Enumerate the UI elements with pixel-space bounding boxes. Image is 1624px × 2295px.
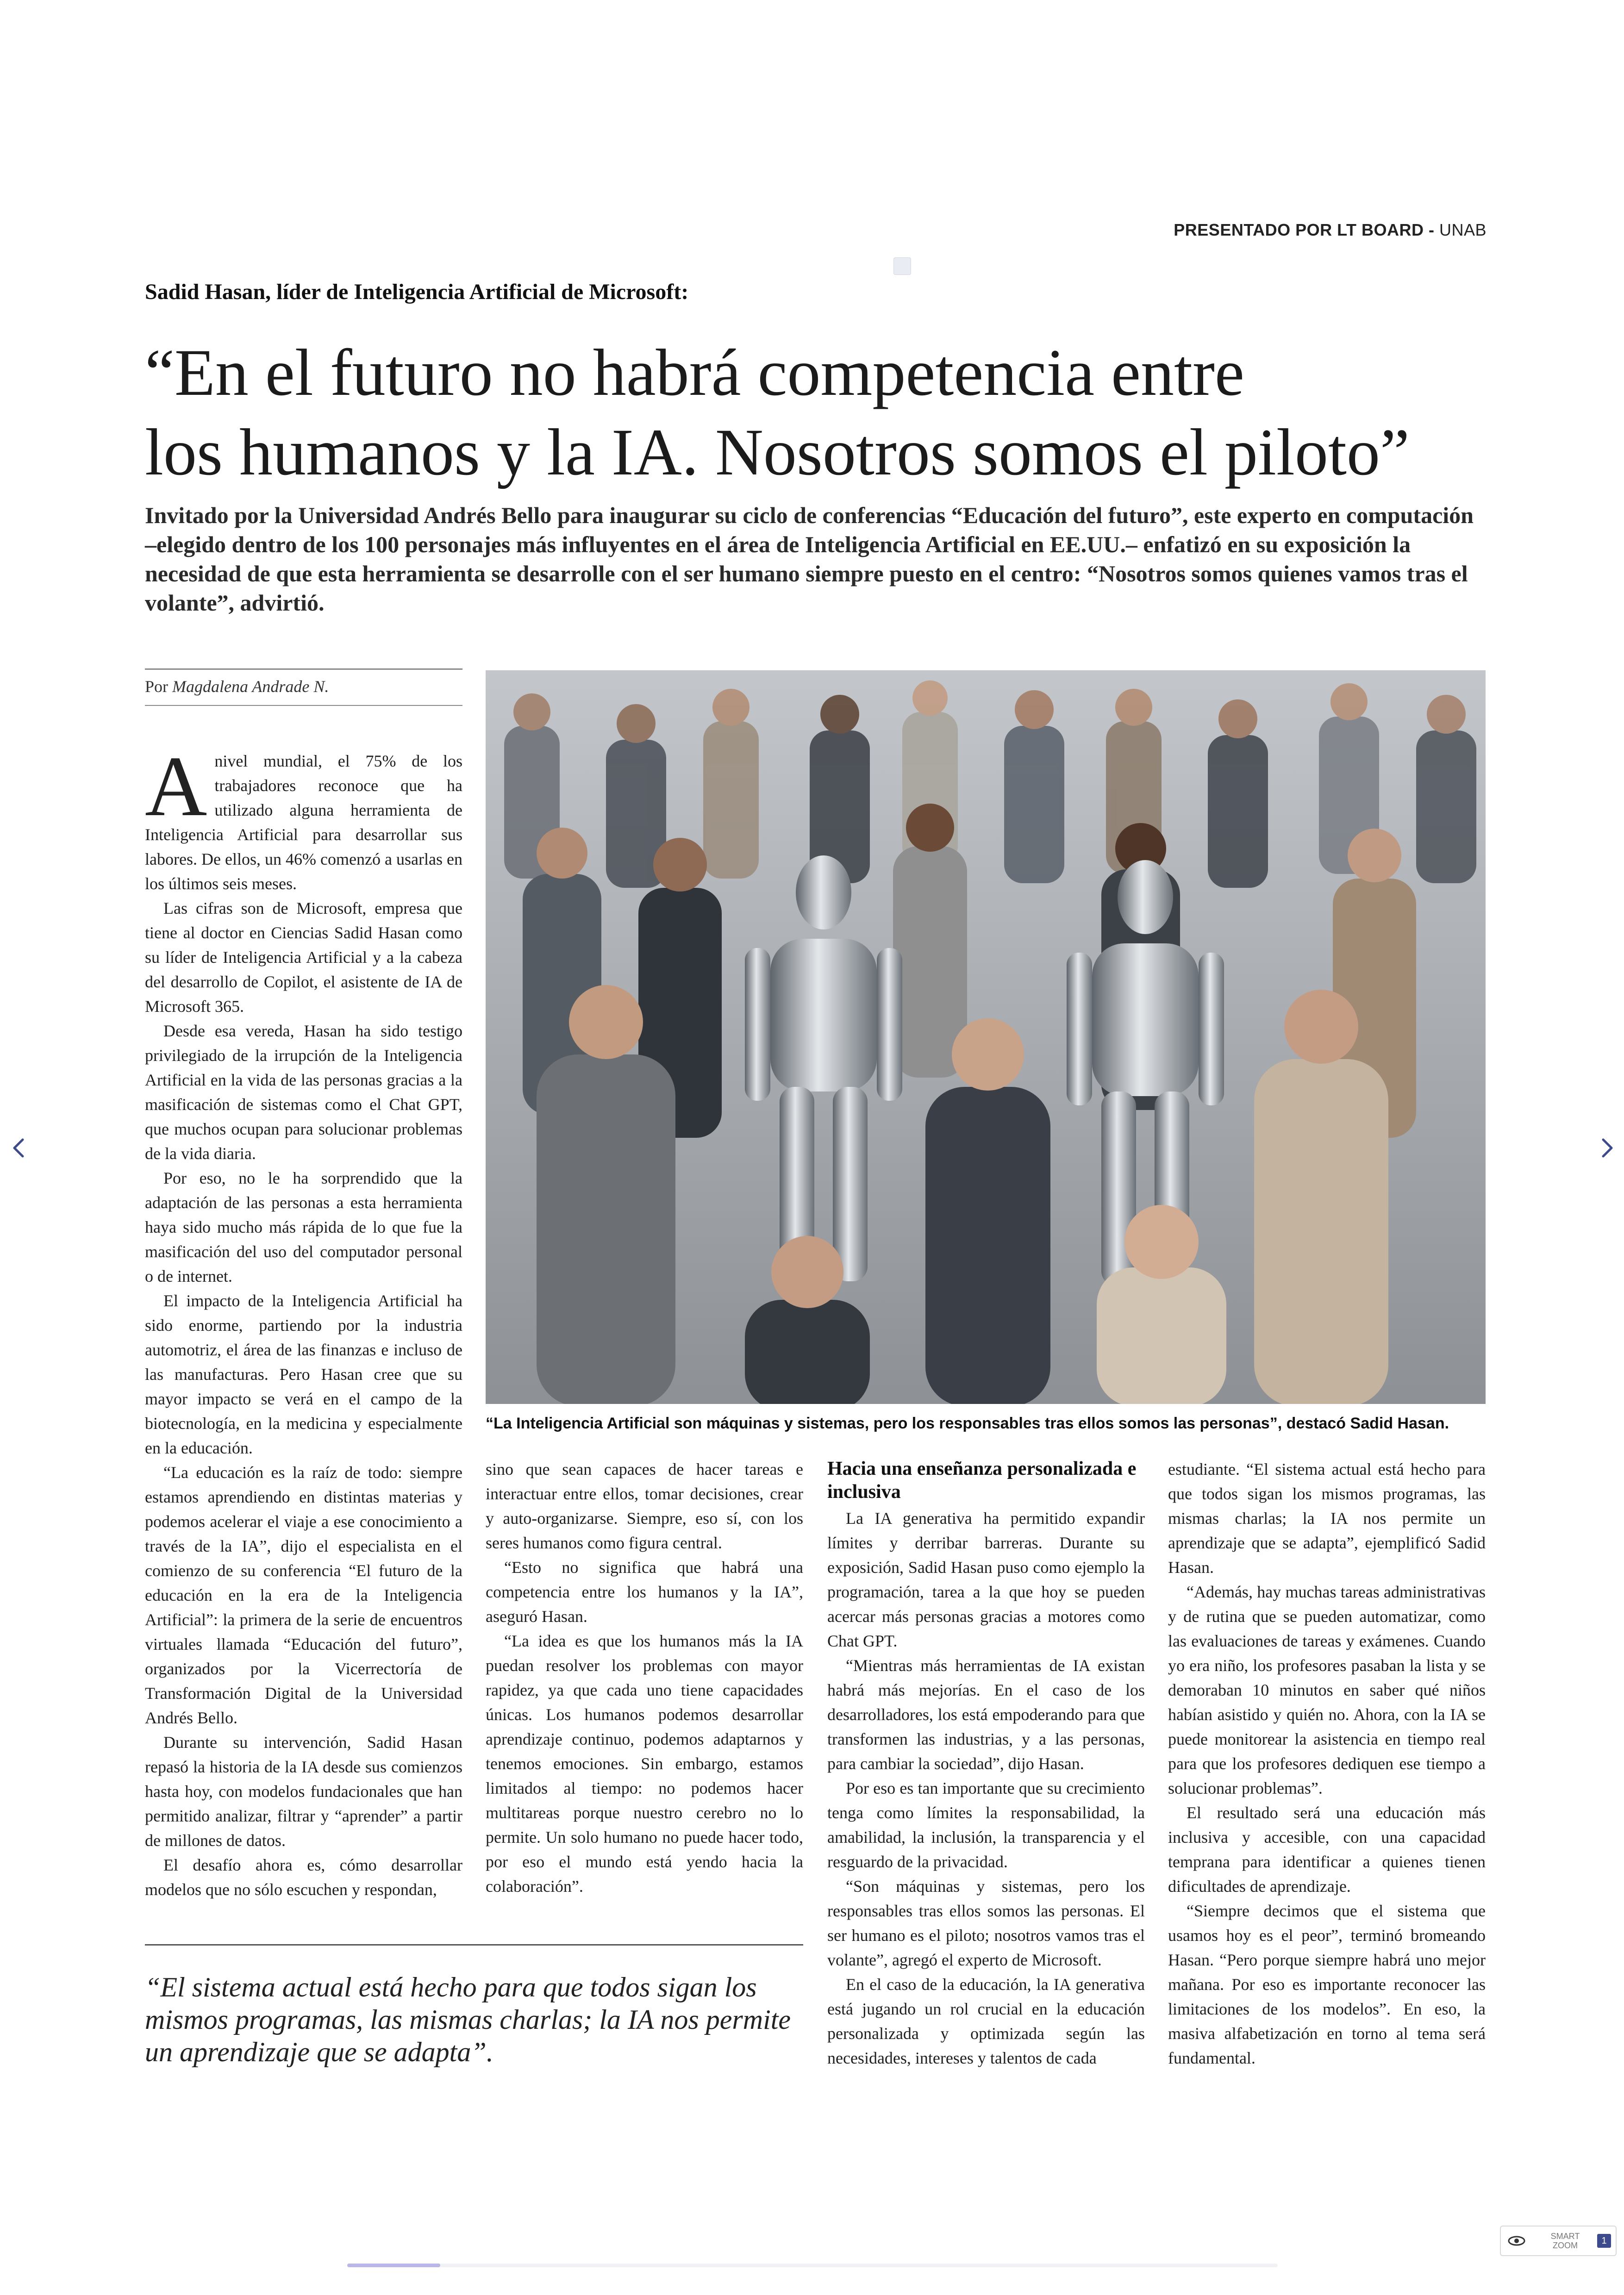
- byline-rule-top: [145, 668, 462, 670]
- body-column-3: [827, 1457, 1145, 2070]
- paragraph: El desafío ahora es, cómo desarrollar modelos que no sólo escuchen y respondan,: [145, 1856, 462, 1899]
- crowd-robots-illustration: [486, 670, 1486, 1404]
- paragraph: “La idea es que los humanos más la IA puedan resolver los problemas con mayor rapidez, ya que cada uno tiene capacidades únicas. Los humanos podemos desarrollar aprendizaje continuo, podemos adaptarnos y tenemos emociones. Sin embargo, estamos limitados al tiempo: no podemos hacer multitareas porque nuestro cerebro no lo permite. Un solo humano no puede hacer todo, por eso el mundo está yendo hacia la colaboración”.: [486, 1632, 803, 1896]
- page-scroll-thumb[interactable]: [347, 2264, 440, 2267]
- byline-prefix: Por: [145, 677, 169, 696]
- byline: [145, 677, 329, 696]
- byline-rule-bottom: [145, 705, 462, 706]
- paragraph: “Siempre decimos que el sistema que usamos hoy es el peor”, terminó bromeando Hasan. “Pero porque siempre habrá uno mejor mañana. Por eso es importante reconocer las limitaciones de los modelos”. En eso, la masiva alfabetización en torno al tema será fundamental.: [1168, 1902, 1486, 2067]
- paragraph: [145, 739, 462, 896]
- paragraph: Desde esa vereda, Hasan ha sido testigo privilegiado de la irrupción de la Inteligencia Artificial en la vida de las personas gracias a la masificación de sistemas como el Chat GPT, que muchos ocupan para solucionar problemas de la vida diaria.: [145, 1022, 462, 1163]
- headline: [145, 333, 1487, 493]
- smart-zoom-control[interactable]: [1500, 2226, 1617, 2256]
- drop-cap: A: [145, 739, 207, 834]
- chevron-right-icon: [1600, 1138, 1614, 1158]
- paragraph: “La educación es la raíz de todo: siempre estamos aprendiendo en distintas materias y podemos acelerar el viaje a ese conocimiento a través de la IA”, dijo el especialista en el comienzo de su conferencia “El futuro de la educación en la era de la Inteligencia Artificial”: la primera de la serie de encuentros virtuales llamada “Educación del futuro”, organizados por la Vicerrectoría de Transformación Digital de la Universidad Andrés Bello.: [145, 1463, 462, 1727]
- presented-by: [1174, 220, 1487, 240]
- paragraph: Por eso es tan importante que su crecimiento tenga como límites la responsabilidad, la amabilidad, la inclusión, la transparencia y el resguardo de la privacidad.: [827, 1779, 1145, 1871]
- paragraph-text: nivel mundial, el 75% de los trabajadores reconoce que ha utilizado alguna herramienta de Inteligencia Artificial para desarrollar sus labores. De ellos, un 46% comenzó a usarlas en los últimos seis meses.: [145, 752, 462, 893]
- paragraph: “Son máquinas y sistemas, pero los responsables tras ellos somos las personas. El ser humano es el piloto; nosotros vamos tras el volante”, agregó el experto de Microsoft.: [827, 1877, 1145, 1969]
- paragraph: El resultado será una educación más inclusiva y accesible, con una capacidad temprana para identificar a quienes tienen dificultades de aprendizaje.: [1168, 1803, 1486, 1896]
- pull-quote: “El sistema actual está hecho para que todos sigan los mismos programas, las mismas charlas; la IA nos permite un aprendizaje que se adapta”.: [145, 1972, 791, 2067]
- page-marker[interactable]: [893, 257, 911, 275]
- paragraph: En el caso de la educación, la IA generativa está jugando un rol crucial en la educación personalizada y optimizada según las necesidades, intereses y talentos de cada: [827, 1975, 1145, 2067]
- chevron-left-icon: [12, 1138, 25, 1158]
- body-column-1: [145, 739, 462, 1902]
- paragraph: “Esto no significa que habrá una competencia entre los humanos y la IA”, aseguró Hasan.: [486, 1558, 803, 1626]
- smart-zoom-label: [1540, 2232, 1591, 2250]
- lead-paragraph: Invitado por la Universidad Andrés Bello para inaugurar su ciclo de conferencias “Educación del futuro”, este experto en computación –elegido dentro de los 100 personajes más influyentes en el área de Inteligencia Artificial en EE.UU.– enfatizó en su exposición la necesidad de que esta herramienta se desarrolle con el ser humano siempre puesto en el centro: “Nosotros somos quienes vamos tras el volante”, advirtió.: [145, 502, 1474, 616]
- body-column-4: [1168, 1457, 1486, 2070]
- paragraph: Por eso, no le ha sorprendido que la adaptación de las personas a esta herramienta haya sido mucho más rápida de lo que fue la masificación del uso del computador personal o de internet.: [145, 1169, 462, 1285]
- kicker: Sadid Hasan, líder de Inteligencia Artificial de Microsoft:: [145, 280, 689, 304]
- page-scroll-track[interactable]: [347, 2264, 1278, 2267]
- smart-zoom-label-line-2: ZOOM: [1553, 2241, 1578, 2250]
- pull-quote-rule: [145, 1944, 803, 1946]
- section-subhead: Hacia una enseñanza personalizada e inclusiva: [827, 1458, 1137, 1503]
- paragraph: Durante su intervención, Sadid Hasan repasó la historia de la IA desde sus comienzos hasta hoy, con modelos fundacionales que han permitido analizar, filtrar y “aprender” a partir de millones de datos.: [145, 1733, 462, 1850]
- body-column-2: [486, 1457, 803, 1899]
- smart-zoom-label-line-1: SMART: [1550, 2232, 1580, 2241]
- eye-icon: [1507, 2235, 1526, 2246]
- byline-author: Magdalena Andrade N.: [172, 677, 329, 696]
- page-number-badge[interactable]: 1: [1597, 2234, 1611, 2248]
- sponsor-name: UNAB: [1439, 220, 1487, 239]
- paragraph: La IA generativa ha permitido expandir límites y derribar barreras. Durante su exposición, Sadid Hasan puso como ejemplo la programación, tarea a la que hoy se pueden acercar más personas gracias a motores como Chat GPT.: [827, 1509, 1145, 1650]
- paragraph: estudiante. “El sistema actual está hecho para que todos sigan los mismos programas, las mismas charlas; la IA nos permite un aprendizaje que se adapta”, ejemplificó Sadid Hasan.: [1168, 1460, 1486, 1577]
- paragraph: El impacto de la Inteligencia Artificial ha sido enorme, partiendo por la industria automotriz, el área de las finanzas e incluso de las manufacturas. Pero Hasan cree que su mayor impacto se verá en el campo de la biotecnología, en la medicina y especialmente en la educación.: [145, 1291, 462, 1457]
- paragraph: “Mientras más herramientas de IA existan habrá más mejorías. En el caso de los desarrolladores, los está empoderando para que transformen las industrias, y a las personas, para cambiar la sociedad”, dijo Hasan.: [827, 1656, 1145, 1773]
- article-photo: [486, 670, 1486, 1404]
- paragraph: sino que sean capaces de hacer tareas e interactuar entre ellos, tomar decisiones, crear y auto-organizarse. Siempre, eso sí, con los seres humanos como figura central.: [486, 1460, 803, 1552]
- previous-page-button[interactable]: [5, 1134, 32, 1162]
- presented-by-label: PRESENTADO POR LT BOARD -: [1174, 220, 1435, 239]
- paragraph: Las cifras son de Microsoft, empresa que tiene al doctor en Ciencias Sadid Hasan como su líder de Inteligencia Artificial y a la cabeza del desarrollo de Copilot, el asistente de IA de Microsoft 365.: [145, 899, 462, 1016]
- paragraph: “Además, hay muchas tareas administrativas y de rutina que se pueden automatizar, como las evaluaciones de tareas y exámenes. Cuando yo era niño, los profesores pasaban la lista y se demoraban 10 minutos en saber qué niños habían asistido y quién no. Ahora, con la IA se puede monitorear la asistencia en tiempo real para que los profesores dediquen ese tiempo a solucionar problemas”.: [1168, 1583, 1486, 1797]
- headline-line-1: “En el futuro no habrá competencia entre: [145, 336, 1244, 410]
- headline-line-2: los humanos y la IA. Nosotros somos el piloto”: [145, 416, 1410, 489]
- photo-caption: “La Inteligencia Artificial son máquinas y sistemas, pero los responsables tras ellos somos las personas”, destacó Sadid Hasan.: [486, 1415, 1449, 1432]
- next-page-button[interactable]: [1593, 1134, 1621, 1162]
